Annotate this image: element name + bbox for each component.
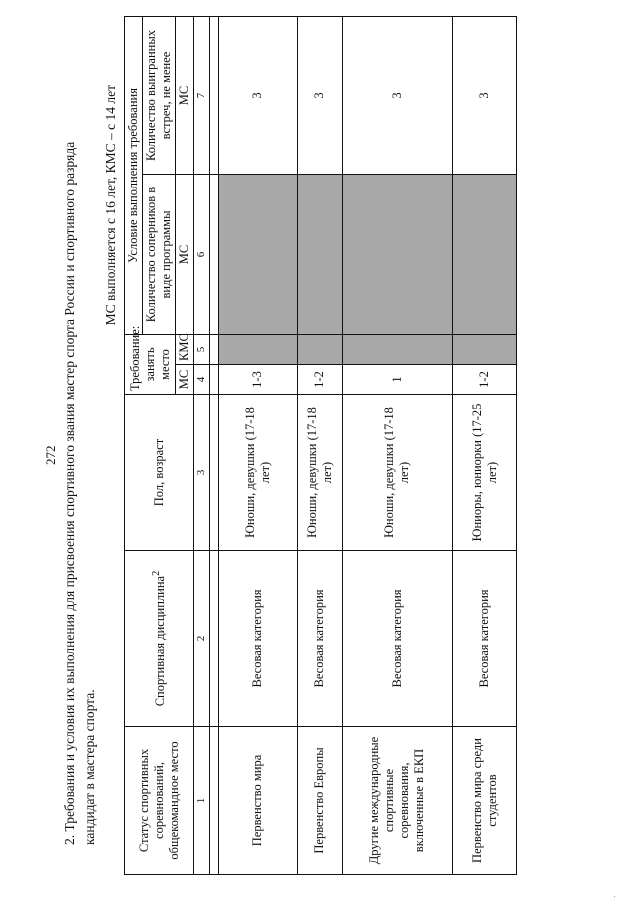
requirements-table bbox=[124, 16, 517, 875]
header-place-kms: КМС bbox=[176, 335, 194, 365]
table-row bbox=[342, 16, 452, 874]
spacer-cell bbox=[210, 727, 219, 875]
spacer-cell bbox=[210, 395, 219, 551]
header-place-ms: МС bbox=[176, 365, 194, 395]
page-number: 272 bbox=[43, 445, 58, 465]
cell-place-ms: 1 bbox=[342, 365, 452, 395]
table-row bbox=[453, 16, 517, 874]
col-number-1: 1 bbox=[194, 727, 210, 875]
cell-wins: 3 bbox=[297, 16, 342, 174]
header-wins: Количество выигранных встреч, не менее bbox=[143, 16, 176, 174]
cell-place-ms: 1-2 bbox=[297, 365, 342, 395]
col-number-4: 4 bbox=[194, 365, 210, 395]
cell-opponents-shaded bbox=[342, 175, 452, 335]
cell-wins: 3 bbox=[453, 16, 517, 174]
intro-line-2: кандидат в мастера спорта. bbox=[82, 689, 97, 845]
cell-status: Другие международные спортивные соревнования, включенные в ЕКП bbox=[342, 727, 452, 875]
cell-place-ms: 1-2 bbox=[453, 365, 517, 395]
cell-gender-age: Юноши, девушки (17-18 лет) bbox=[342, 395, 452, 551]
table-row bbox=[219, 16, 298, 874]
age-note: МС выполняется с 16 лет, КМС – с 14 лет bbox=[103, 85, 118, 326]
cell-wins: 3 bbox=[342, 16, 452, 174]
header-status: Статус спортивных соревнований, общекомандное место bbox=[125, 727, 194, 875]
header-opponents: Количество соперников в виде программы bbox=[143, 175, 176, 335]
cell-wins: 3 bbox=[219, 16, 298, 174]
scan-speck bbox=[614, 896, 615, 897]
intro-paragraph bbox=[60, 65, 100, 845]
header-requirement: Требование: занять место bbox=[125, 335, 176, 395]
intro-line-1: 2. Требования и условия их выполнения для присвоения спортивного звания мастер спорта России и спортивного разряда bbox=[62, 141, 77, 845]
cell-status: Первенство мира среди студентов bbox=[453, 727, 517, 875]
spacer-cell bbox=[210, 365, 219, 395]
spacer-cell bbox=[210, 551, 219, 727]
header-condition: Условие выполнения требования bbox=[125, 16, 143, 334]
cell-status: Первенство Европы bbox=[297, 727, 342, 875]
cell-opponents-shaded bbox=[219, 175, 298, 335]
cell-gender-age: Юноши, девушки (17-18 лет) bbox=[297, 395, 342, 551]
cell-place-kms-shaded bbox=[342, 335, 452, 365]
cell-gender-age: Юноши, девушки (17-18 лет) bbox=[219, 395, 298, 551]
cell-place-ms: 1-3 bbox=[219, 365, 298, 395]
spacer-cell bbox=[210, 335, 219, 365]
header-opponents-ms: МС bbox=[176, 175, 194, 335]
cell-status: Первенство мира bbox=[219, 727, 298, 875]
header-discipline-text: Спортивная дисциплина bbox=[153, 575, 168, 707]
col-number-3: 3 bbox=[194, 395, 210, 551]
cell-discipline: Весовая категория bbox=[297, 551, 342, 727]
spacer-cell bbox=[210, 16, 219, 174]
cell-gender-age: Юниоры, юниорки (17-25 лет) bbox=[453, 395, 517, 551]
footnote-mark: 2 bbox=[151, 570, 163, 576]
spacer-row bbox=[210, 16, 219, 874]
cell-opponents-shaded bbox=[453, 175, 517, 335]
cell-place-kms-shaded bbox=[453, 335, 517, 365]
cell-place-kms-shaded bbox=[219, 335, 298, 365]
spacer-cell bbox=[210, 175, 219, 335]
cell-discipline: Весовая категория bbox=[453, 551, 517, 727]
col-number-7: 7 bbox=[194, 16, 210, 174]
cell-discipline: Весовая категория bbox=[342, 551, 452, 727]
col-number-6: 6 bbox=[194, 175, 210, 335]
header-wins-ms: МС bbox=[176, 16, 194, 174]
col-number-2: 2 bbox=[194, 551, 210, 727]
header-discipline bbox=[125, 551, 194, 727]
cell-place-kms-shaded bbox=[297, 335, 342, 365]
cell-opponents-shaded bbox=[297, 175, 342, 335]
scan-speck bbox=[330, 352, 331, 353]
header-gender-age: Пол, возраст bbox=[125, 395, 194, 551]
cell-discipline: Весовая категория bbox=[219, 551, 298, 727]
col-number-5: 5 bbox=[194, 335, 210, 365]
table-row bbox=[297, 16, 342, 874]
